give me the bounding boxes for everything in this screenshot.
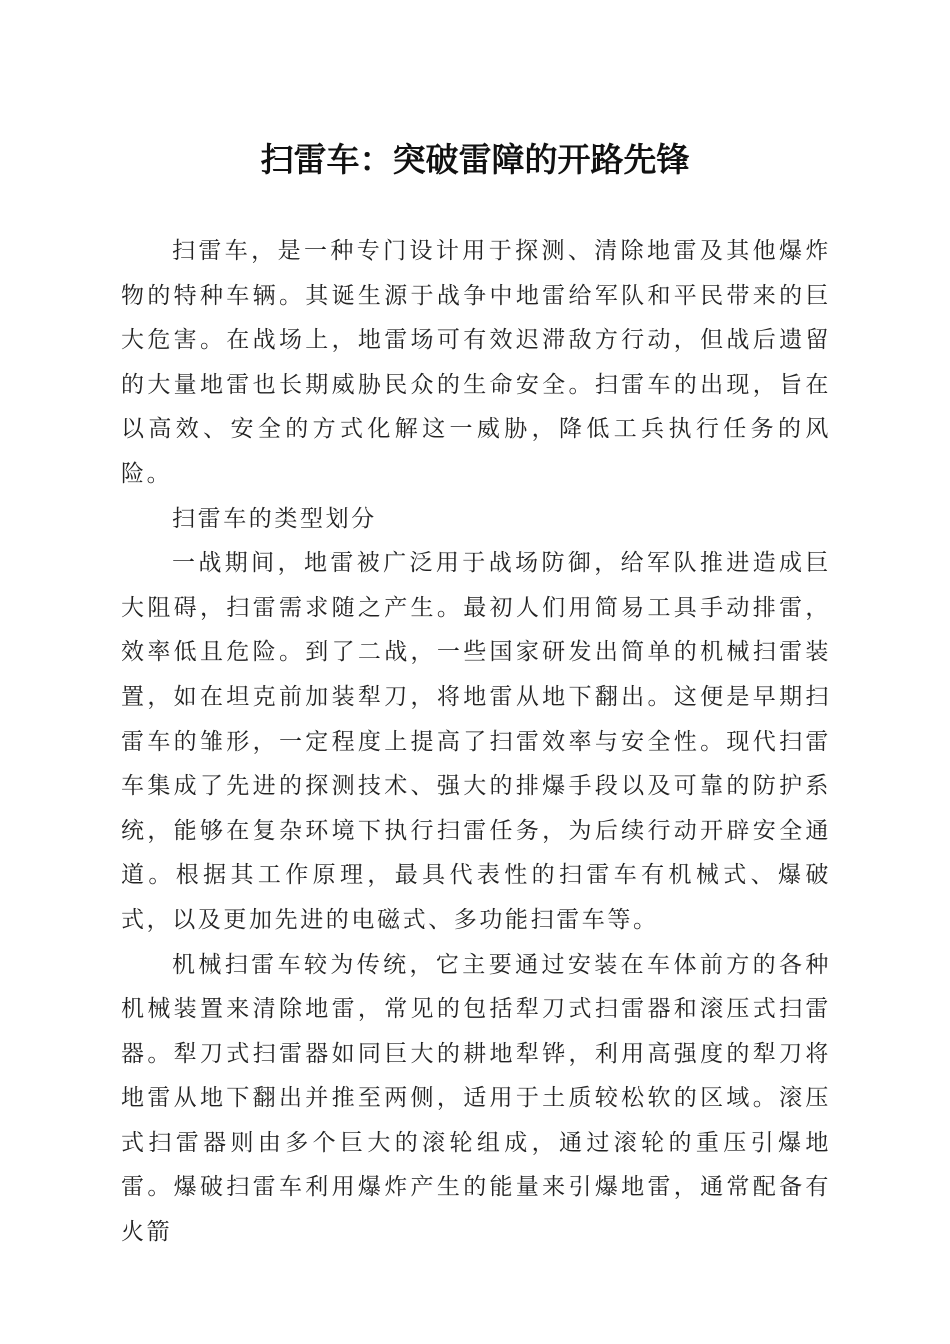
section-heading: 扫雷车的类型划分 [172,505,377,532]
article-body [121,229,831,1255]
page-title: 扫雷车：突破雷障的开路先锋 [260,140,690,179]
paragraph-history: 一战期间，地雷被广泛用于战场防御，给军队推进造成巨大阻碍，扫雷需求随之产生。最初人们用简易工具手动排雷，效率低且危险。到了二战，一些国家研发出简单的机械扫雷装置，如在坦克前加装犁刀，将地雷从地下翻出。这便是早期扫雷车的雏形，一定程度上提高了扫雷效率与安全性。现代扫雷车集成了先进的探测技术、强大的排爆手段以及可靠的防护系统，能够在复杂环境下执行扫雷任务，为后续行动开辟安全通道。根据其工作原理，最具代表性的扫雷车有机械式、爆破式，以及更加先进的电磁式、多功能扫雷车等。 [121,550,831,933]
paragraph-mechanical: 机械扫雷车较为传统，它主要通过安装在车体前方的各种机械装置来清除地雷，常见的包括犁刀式扫雷器和滚压式扫雷器。犁刀式扫雷器如同巨大的耕地犁铧，利用高强度的犁刀将地雷从地下翻出并推至两侧，适用于土质较松软的区域。滚压式扫雷器则由多个巨大的滚轮组成，通过滚轮的重压引爆地雷。爆破扫雷车利用爆炸产生的能量来引爆地雷，通常配备有火箭 [121,951,831,1246]
paragraph-intro: 扫雷车，是一种专门设计用于探测、清除地雷及其他爆炸物的特种车辆。其诞生源于战争中地雷给军队和平民带来的巨大危害。在战场上，地雷场可有效迟滞敌方行动，但战后遗留的大量地雷也长期威胁民众的生命安全。扫雷车的出现，旨在以高效、安全的方式化解这一威胁，降低工兵执行任务的风险。 [121,238,831,487]
